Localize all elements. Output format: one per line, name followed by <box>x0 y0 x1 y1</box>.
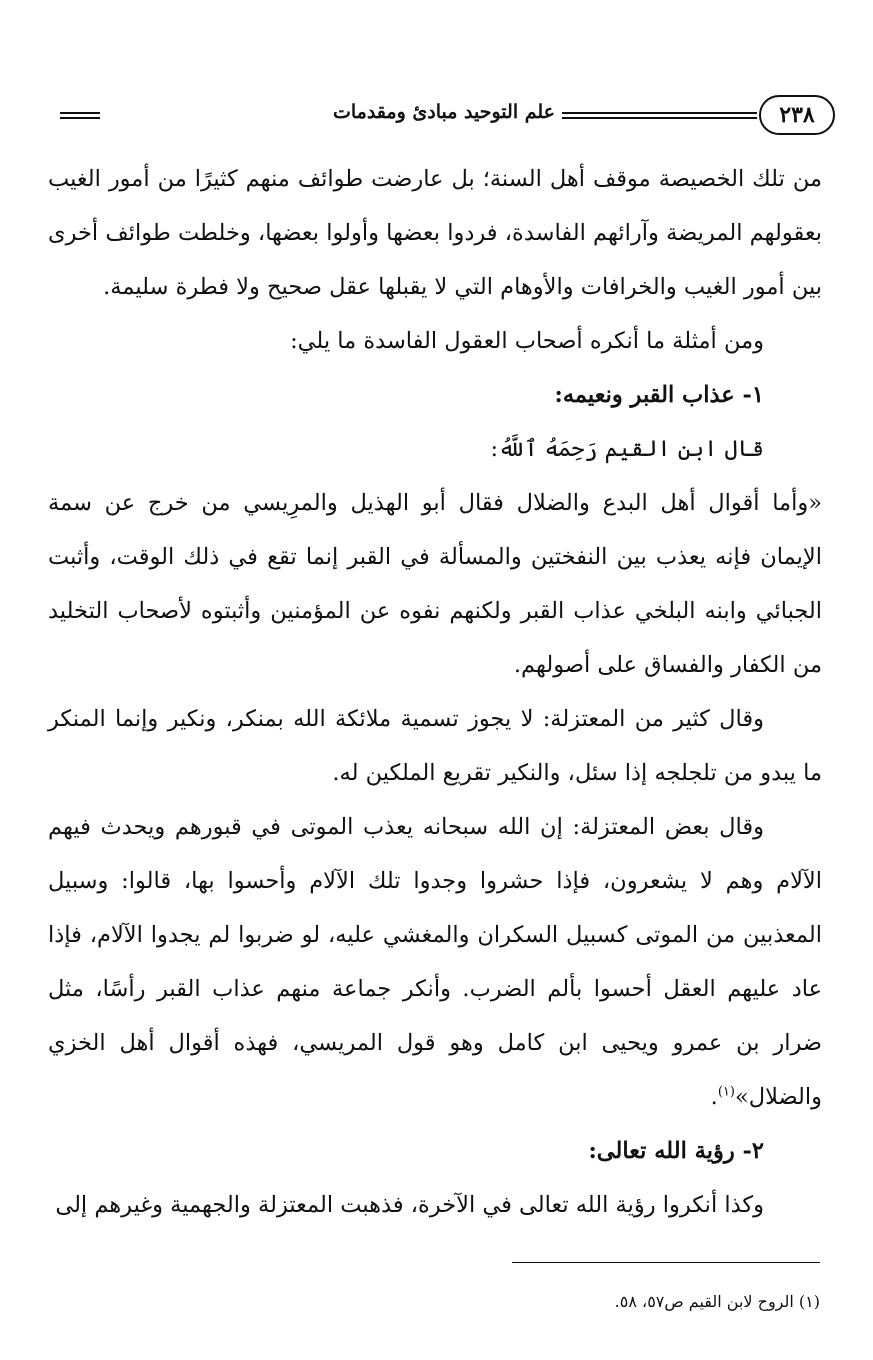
paragraph-2: ومن أمثلة ما أنكره أصحاب العقول الفاسدة ما يلي: <box>290 328 764 354</box>
footnote-separator <box>512 1262 820 1263</box>
page-number: ٢٣٨ <box>759 95 835 135</box>
header-rule-left <box>60 112 100 119</box>
paragraph-3: قال ابن القيم رَحِمَهُ ٱللَّهُ: <box>490 436 764 462</box>
quote-paragraph-2: وقال كثير من المعتزلة: لا يجوز تسمية ملائكة الله بمنكر، ونكير وإنما المنكر ما يبدو من تلجلجه إذا سئل، والنكير تقريع الملكين له. <box>48 706 822 786</box>
paragraph-4: وكذا أنكروا رؤية الله تعالى في الآخرة، فذهبت المعتزلة والجهمية وغيرهم إلى <box>55 1192 764 1218</box>
section-heading-1: ١- عذاب القبر ونعيمه: <box>554 382 764 408</box>
quote-paragraph-3 <box>48 800 822 1124</box>
quote-paragraph-3-end: . <box>710 1084 718 1110</box>
header-rule-right <box>562 112 757 119</box>
footnote-reference-1[interactable]: (١) <box>717 1084 735 1100</box>
section-heading-2: ٢- رؤية الله تعالى: <box>588 1138 764 1164</box>
paragraph-1: من تلك الخصيصة موقف أهل السنة؛ بل عارضت طوائف منهم كثيرًا من أمور الغيب بعقولهم المريضة وآرائهم الفاسدة، فردوا بعضها وأولوا بعضها، وخلطت طوائف أخرى بين أمور الغيب والخرافات والأوهام التي لا يقبلها عقل صحيح ولا فطرة سليمة. <box>48 166 822 300</box>
book-title: علم التوحيد مبادئ ومقدمات <box>332 101 555 123</box>
quote-paragraph-1: «وأما أقوال أهل البدع والضلال فقال أبو الهذيل والمرِيسي من خرج عن سمة الإيمان فإنه يعذب بين النفختين والمسألة في القبر إنما تقع في ذلك الوقت، وأثبت الجبائي وابنه البلخي عذاب القبر ولكنهم نفوه عن المؤمنين وأثبتوه لأصحاب التخليد من الكفار والفساق على أصولهم. <box>48 490 822 678</box>
footnote-1: (١) الروح لابن القيم ص٥٧، ٥٨. <box>614 1292 820 1311</box>
quote-paragraph-3-text: وقال بعض المعتزلة: إن الله سبحانه يعذب الموتى في قبورهم ويحدث فيهم الآلام وهم لا يشعرون، فإذا حشروا وجدوا تلك الآلام وأحسوا بها، قالوا: وسبيل المعذبين من الموتى كسبيل السكران والمغشي عليه، لو ضربوا لم يجدوا الآلام، فإذا عاد عليهم العقل أحسوا بألم الضرب. وأنكر جماعة منهم عذاب القبر رأسًا، مثل ضرار بن عمرو ويحيى ابن كامل وهو قول المريسي، فهذه أقوال أهل الخزي والضلال» <box>48 814 822 1110</box>
running-header <box>60 95 835 137</box>
body-text <box>48 152 822 1232</box>
